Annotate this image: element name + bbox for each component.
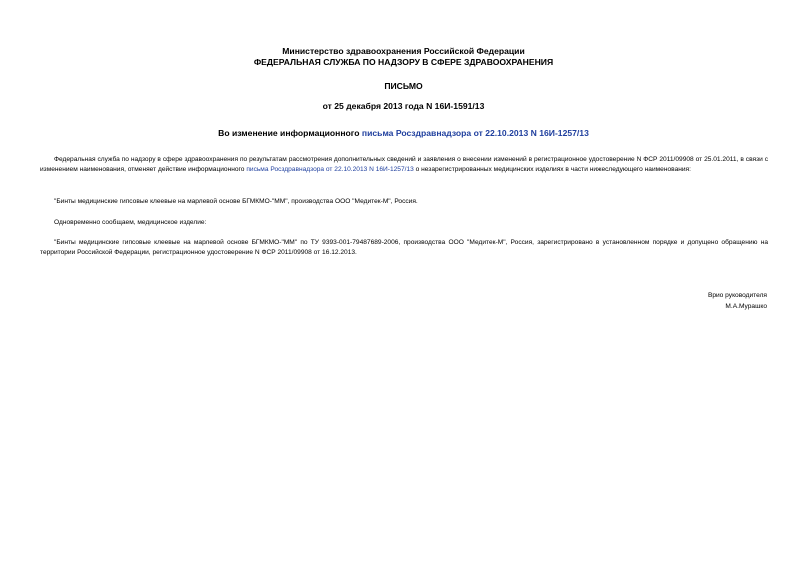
paragraph-1-letter-link[interactable]: письма Росздравнадзора от 22.10.2013 N 16И-1257/13: [246, 165, 414, 173]
signatory-name: М.А.Мурашко: [725, 302, 767, 310]
paragraph-2-text: "Бинты медицинские гипсовые клеевые на марлевой основе БГМКМО-"ММ", производства ООО "Медитек-М", Россия.: [54, 198, 418, 205]
subject-prefix: Во изменение информационного: [218, 128, 362, 138]
document-date-number: от 25 декабря 2013 года N 16И-1591/13: [322, 101, 485, 111]
signature-block: [708, 291, 767, 312]
service-name: ФЕДЕРАЛЬНАЯ СЛУЖБА ПО НАДЗОРУ В СФЕРЕ ЗДРАВООХРАНЕНИЯ: [253, 57, 554, 67]
document-header: [0, 46, 807, 112]
paragraph-1: [40, 155, 768, 174]
subject-letter-link[interactable]: письма Росздравнадзора от 22.10.2013 N 16И-1257/13: [361, 128, 589, 138]
document-subject: [0, 128, 807, 138]
paragraph-3-text: Одновременно сообщаем, медицинское изделие:: [54, 219, 207, 226]
paragraph-4: [40, 238, 768, 257]
ministry-name: Министерство здравоохранения Российской Федерации: [282, 46, 525, 56]
signatory-position: Врио руководителя: [707, 292, 767, 299]
paragraph-4-text: "Бинты медицинские гипсовые клеевые на марлевой основе БГМКМО-"ММ" по ТУ 9393-001-79487689-2006, производства ООО "Медитек-М", Россия, зарегистрировано в установленном порядке и допущено обращению на территории Российской Федерации, регистрационное удостоверение N ФСР 2011/09908 от 16.12.2013.: [40, 239, 768, 256]
paragraph-1-text-end: о незарегистрированных медицинских изделиях в части нижеследующего наименования:: [413, 165, 691, 173]
paragraph-3: [40, 218, 768, 228]
document-type: ПИСЬМО: [384, 81, 423, 91]
paragraph-1-text-start: Федеральная служба по надзору в сфере здравоохранения по результатам рассмотрения дополнительных сведений и заявления о внесении изменений в регистрационное удостоверение N ФСР 2011/09908 от 25.01.2011, в связи с изменением наименования, отменяет действие информационного: [40, 156, 768, 173]
paragraph-2: [40, 197, 768, 207]
